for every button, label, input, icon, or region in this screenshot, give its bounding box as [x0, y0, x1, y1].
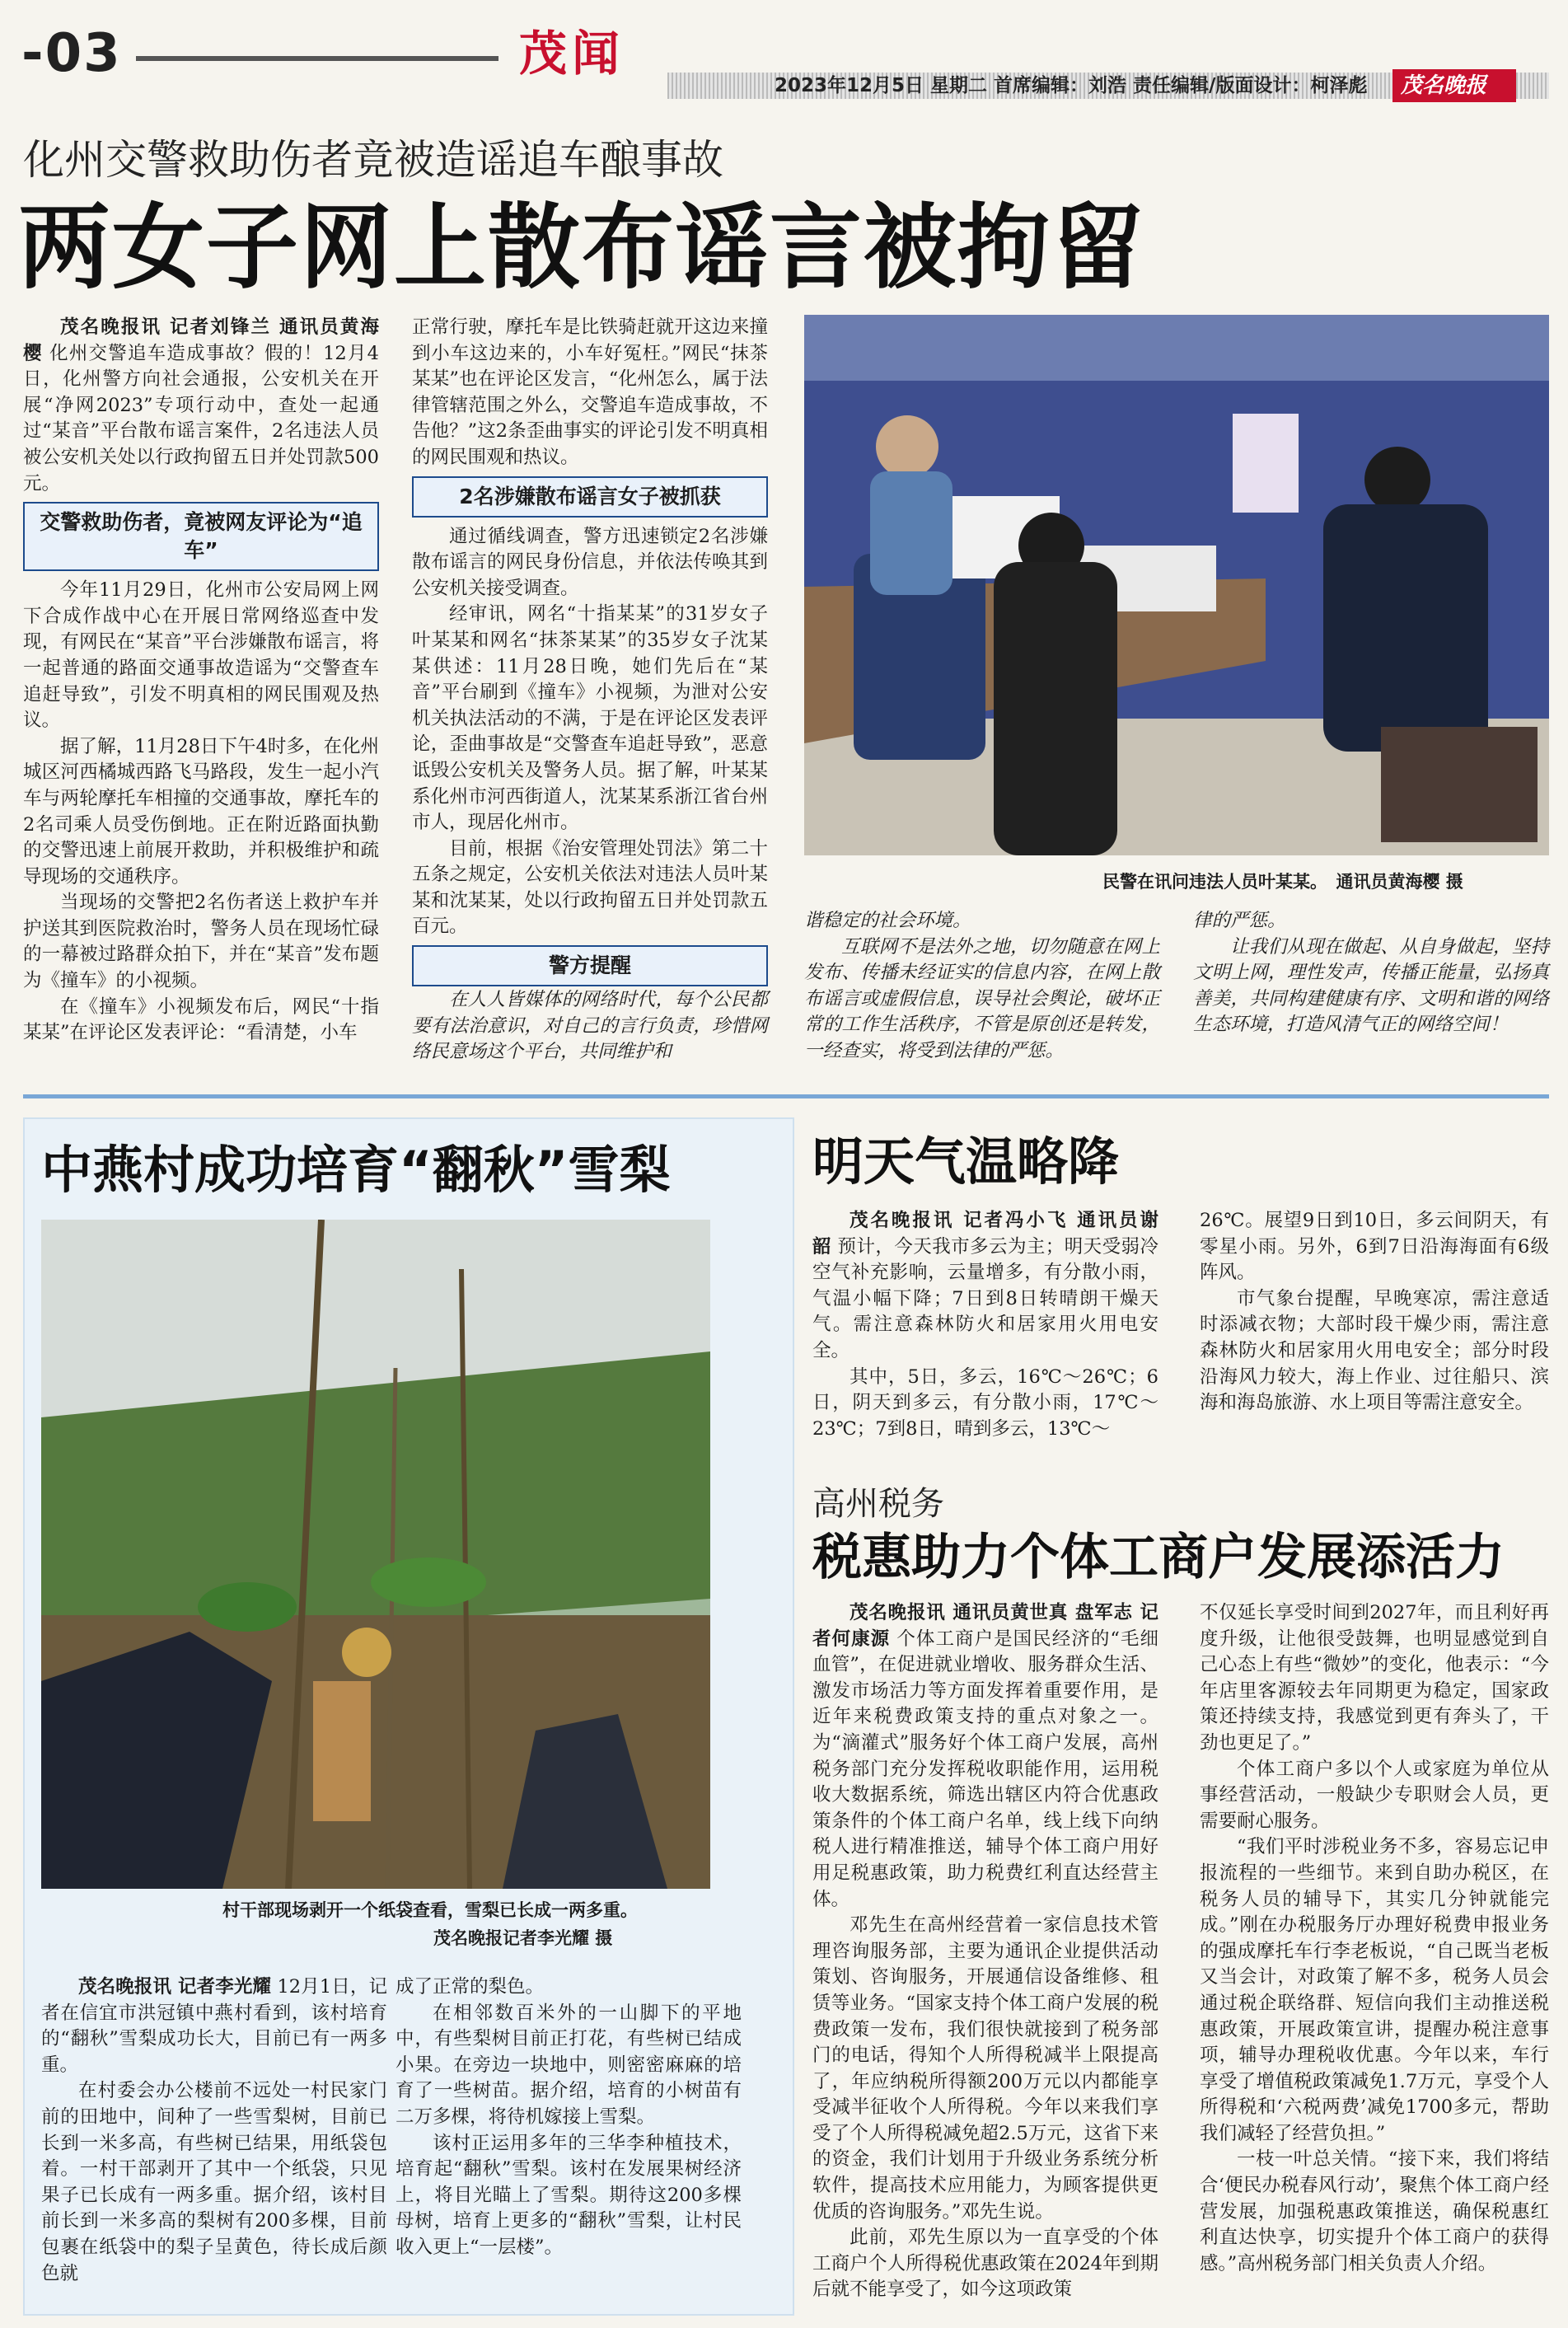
story2-p2b: 成了正常的梨色。: [396, 1976, 545, 1998]
story1-p5b: 正常行驶，摩托车是比铁骑赶就开这边来撞到小车这边来的，小车好冤枉。”网民“抹茶某某”也在评论区发言，“化州怎么，属于法律管辖范围之外么，交警追车造成事故，不告他？”这2条歪曲事实的评论引发不明真相的网民围观和热议。: [412, 316, 768, 468]
story4-p2: 邓先生在高州经营着一家信息技术管理咨询服务部，主要为通讯企业提供活动策划、咨询服务，开展通信设备维修、租赁等业务。“国家支持个体工商户发展的税费政策一发布，我们很快就接到了税务部门的电话，得知个人所得税减半上限提高了，年应纳税所得额200万元以内都能享受减半征收个人所得税。今年以来我们享受了个人所得税减免超2.5万元，这省下来的资金，我们计划用于升级业务系统分析软件，提高技术应用能力，为顾客提供更优质的咨询服务。”邓先生说。: [812, 1914, 1158, 2223]
story2-col1: [41, 1974, 387, 2287]
story3-p2b: 26℃。展望9日到10日，多云间阴天，有零星小雨。另外，6到7日沿海海面有6级阵风。: [1200, 1210, 1549, 1284]
section-divider: [23, 1094, 1549, 1098]
brand-logo: 茂名晚报: [1401, 73, 1487, 98]
story1-p7: 经审讯，网名“十指某某”的31岁女子叶某某和网名“抹茶某某”的35岁女子沈某某供述：11月28日晚，她们先后在“某音”平台刷到《撞车》小视频，为泄对公安机关执法活动的不满，于是在评论区发表评论，歪曲事故是“交警查车追赶导致”，恶意诋毁公安机关及警务人员。据了解，叶某某系化州市河西街道人，沈某某系浙江省台州市人，现居化州市。: [412, 603, 768, 834]
story3-p2a: 其中，5日，多云，16℃～26℃；6日，阴天到多云，有分散小雨，17℃～23℃；7到8日，晴到多云，13℃～: [812, 1365, 1158, 1440]
section-title: 茂闻: [519, 26, 625, 82]
warn-p2b: 律的严惩。: [1193, 910, 1286, 931]
story3-headline: 明天气温略降: [812, 1131, 1120, 1192]
story2-p2a: 在村委会办公楼前不远处一村民家门前的田地中，间种了一些雪梨树，目前已长到一米多高，有些树已结果，用纸袋包着。一村干部剥开了其中一个纸袋，只见果子已长成有一两多重。据介绍，该村目前长到一米多高的梨树有200多棵，目前包裹在纸袋中的梨子呈黄色，待长成后颜色就: [41, 2080, 387, 2284]
warn-p3: 让我们从现在做起、从自身做起，坚持文明上网，理性发声，传播正能量，弘扬真善美，共同构建健康有序、文明和谐的网络生态环境，打造风清气正的网络空间！: [1193, 935, 1549, 1036]
story1-p4: 当现场的交警把2名伤者送上救护车并护送其到医院救治时，警务人员在现场忙碌的一幕被过路群众拍下，并在“某音”发布题为《撞车》的小视频。: [23, 892, 379, 992]
warn-p2: 互联网不是法外之地，切勿随意在网上发布、传播未经证实的信息内容，在网上散布谣言或虚假信息，误导社会舆论，破坏正常的工作生活秩序，不管是原创还是转发，一经查实，将受到法律的严惩。: [804, 935, 1160, 1061]
story1-p6: 通过循线调查，警方迅速锁定2名涉嫌散布谣言的网民身份信息，并依法传唤其到公安机关接受调查。: [412, 525, 768, 599]
warn-col3: [1193, 908, 1549, 1038]
warn-col2: [804, 908, 1160, 1065]
story2-lead: 12月1日，记者在信宜市洪冠镇中燕村看到，该村培育的“翻秋”雪梨成功长大，目前已有一两多重。: [41, 1976, 388, 2076]
story1-subhead3: 警方提醒: [412, 945, 768, 986]
story4-col1: [812, 1600, 1158, 2303]
story1-p3: 据了解，11月28日下午4时多，在化州城区河西橘城西路飞马路段，发生一起小汽车与两轮摩托车相撞的交通事故，摩托车的2名司乘人员受伤倒地。正在附近路面执勤的交警迅速上前展开救助，并积极维护和疏导现场的交通秩序。: [23, 735, 379, 888]
story4-kicker: 高州税务: [812, 1485, 944, 1523]
story1-byline: 茂名晚报讯 记者刘锋兰 通讯员黄海樱: [23, 316, 379, 364]
story1-lead: 化州交警追车造成事故？假的！12月4日，化州警方向社会通报，公安机关在开展“净网2023”专项行动中，查处一起通过“某音”平台散布谣言案件，2名违法人员被公安机关处以行政拘留五日并处罚款500元。: [23, 342, 379, 494]
story1-p2: 今年11月29日，化州市公安局网上网下合成作战中心在开展日常网络巡查中发现，有网民在“某音”平台涉嫌散布谣言，将一起普通的路面交通事故造谣为“交警查车追赶导致”，引发不明真相的网民围观及热议。: [23, 579, 379, 732]
pear-tree-image: [41, 1220, 710, 1889]
story4-lead: 个体工商户是国民经济的“毛细血管”，在促进就业增收、服务群众生活、激发市场活力等方面发挥着重要作用，是近年来税费政策支持的重点对象之一。为“滴灌式”服务好个体工商户发展，高州税务部门充分发挥税收职能作用，运用税收大数据系统，筛选出辖区内符合优惠政策条件的个体工商户名单，线上线下向纳税人进行精准推送，辅导个体工商户用好用足税惠政策，助力税费红利直达经营主体。: [812, 1628, 1158, 1910]
story2-caption2: 茂名晚报记者李光耀 摄: [433, 1928, 613, 1948]
story1-subhead2: 2名涉嫌散布谣言女子被抓获: [412, 476, 768, 518]
story3-col1: [812, 1208, 1158, 1442]
story3-lead: 预计，今天我市多云为主；明天受弱冷空气补充影响，云量增多，有分散小雨，气温小幅下降；7日到8日转晴朗干燥天气。需注意森林防火和居家用火用电安全。: [812, 1235, 1158, 1361]
story4-headline: 税惠助力个体工商户发展添活力: [812, 1529, 1505, 1586]
story1-col1: [23, 315, 379, 1047]
story4-p4: 个体工商户多以个人或家庭为单位从事经营活动，一般缺少专职财会人员，更需要耐心服务。: [1200, 1758, 1549, 1832]
story1-p8: 目前，根据《治安管理处罚法》第二十五条之规定，公安机关依法对违法人员叶某某和沈某某，处以行政拘留五日并处罚款五百元。: [412, 837, 768, 938]
masthead-rule-left: [136, 56, 498, 61]
story1-col2: [412, 315, 768, 993]
story2-p4: 该村正运用多年的三华李种植技术，培育起“翻秋”雪梨。该村在发展果树经济上，将目光瞄上了雪梨。期待这200多棵母树，培育上更多的“翻秋”雪梨，让村民收入更上“一层楼”。: [396, 2132, 742, 2258]
story1-kicker: 化州交警救助伤者竟被造谣追车酿事故: [23, 136, 723, 184]
story1-headline: 两女子网上散布谣言被拘留: [18, 194, 1145, 302]
story3-byline: 茂名晚报讯 记者冯小飞 通讯员谢韶: [812, 1210, 1158, 1258]
warn-col1: [412, 987, 768, 1066]
story2-p3: 在相邻数百米外的一山脚下的平地中，有些梨树目前正打花，有些树已结成小果。在旁边一块地中，则密密麻麻的培育了一些树苗。据介绍，培育的小树苗有二万多棵，将待机嫁接上雪梨。: [396, 2002, 742, 2128]
story2-col2: [396, 1974, 742, 2261]
warn-p1b: 谐稳定的社会环境。: [804, 910, 971, 931]
story1-photo-caption: 民警在讯问违法人员叶某某。 通讯员黄海樱 摄: [1102, 872, 1463, 892]
story3-col2: [1200, 1208, 1549, 1417]
story1-subhead1: 交警救助伤者，竟被网友评论为“追车”: [23, 502, 379, 571]
meta-line: 2023年12月5日 星期二 首席编辑：刘浩 责任编辑/版面设计：柯泽彪: [775, 75, 1368, 96]
story2-byline: 茂名晚报讯 记者李光耀: [78, 1976, 272, 1998]
story4-p6: 一枝一叶总关情。“接下来，我们将结合‘便民办税春风行动’，聚焦个体工商户经营发展，加强税惠政策推送，确保税惠红利直达快享，切实提升个体工商户的获得感。”高州税务部门相关负责人介绍。: [1200, 2148, 1549, 2274]
story4-p3a: 此前，邓先生原以为一直享受的个体工商户个人所得税优惠政策在2024年到期后就不能享受了，如今这项政策: [812, 2227, 1158, 2301]
story3-p3: 市气象台提醒，早晚寒凉，需注意适时添减衣物；大部时段干燥少雨，需注意森林防火和居家用火用电安全；部分时段沿海风力较大，海上作业、过往船只、滨海和海岛旅游、水上项目等需注意安全。: [1200, 1287, 1549, 1414]
story1-photo: [804, 315, 1549, 855]
story2-headline: 中燕村成功培育“翻秋”雪梨: [41, 1140, 671, 1200]
story4-p3b: 不仅延长享受时间到2027年，而且利好再度升级，让他很受鼓舞，也明显感觉到自己心态上有些“微妙”的变化，他表示：“今年店里客源较去年同期更为稳定，国家政策还持续支持，我感觉到更有奔头了，干劲也更足了。”: [1200, 1602, 1549, 1754]
story1-p5a: 在《撞车》小视频发布后，网民“十指某某”在评论区发表评论：“看清楚，小车: [23, 995, 379, 1044]
warn-p1a: 在人人皆媒体的网络时代，每个公民都要有法治意识，对自己的言行负责，珍惜网络民意场这个平台，共同维护和: [412, 989, 768, 1063]
story2-photo: [41, 1220, 710, 1889]
interrogation-room-image: [804, 315, 1549, 855]
story4-byline: 茂名晚报讯 通讯员黄世真 盘军志 记者何康源: [812, 1602, 1158, 1650]
page-number: -03: [21, 23, 122, 84]
story4-col2: [1200, 1600, 1549, 2277]
story2-caption1: 村干部现场剥开一个纸袋查看，雪梨已长成一两多重。: [222, 1900, 638, 1920]
story4-p5: “我们平时涉税业务不多，容易忘记申报流程的一些细节。来到自助办税区，在税务人员的辅导下，其实几分钟就能完成。”刚在办税服务厅办理好税费申报业务的强成摩托车行李老板说，“自己既当老板又当会计，对政策了解不多，税务人员会通过税企联络群、短信向我们主动推送税惠政策，开展政策宣讲，提醒办税注意事项，辅导办理税收优惠。今年以来，车行享受了增值税政策减免1.7万元，享受个人所得税和‘六税两费’减免1700多元，帮助我们减轻了经营负担。”: [1200, 1836, 1549, 2144]
